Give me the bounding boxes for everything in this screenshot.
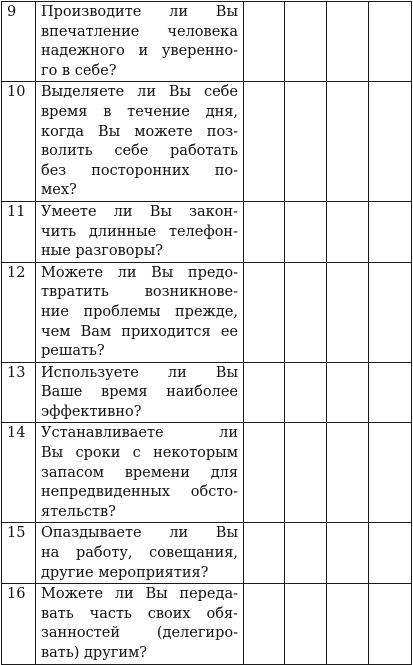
- answer-cell[interactable]: [327, 584, 369, 664]
- question-text-line: надежного и уверенно-: [41, 43, 238, 60]
- answer-cell[interactable]: [244, 262, 285, 362]
- question-text-line: решать?: [41, 343, 105, 360]
- question-text-line: Производите ли Вы: [41, 4, 238, 20]
- question-text-line: непредвиденных обсто-: [41, 484, 238, 501]
- question-text-line: волить себе работать: [41, 143, 238, 160]
- question-text: [36, 523, 244, 584]
- question-number: 12: [2, 262, 36, 362]
- question-text-line: когда Вы можете поз-: [41, 123, 238, 140]
- answer-cell[interactable]: [327, 262, 369, 362]
- answer-cell[interactable]: [327, 423, 369, 523]
- question-text-line: Можете ли Вы переда-: [41, 586, 238, 603]
- question-text-line: чем Вам приходится ее: [41, 323, 238, 340]
- question-row: [2, 523, 412, 584]
- question-text-line: Устанавливаете ли: [41, 425, 238, 442]
- question-number: 13: [2, 362, 36, 423]
- answer-cell[interactable]: [369, 201, 412, 262]
- question-text-line: занностей (делегиро-: [41, 625, 238, 642]
- question-text-line: вать) другим?: [41, 645, 148, 661]
- question-row: [2, 584, 412, 664]
- question-text-line: ятельств?: [41, 503, 116, 520]
- question-number: 16: [2, 584, 36, 664]
- answer-cell[interactable]: [327, 201, 369, 262]
- answer-cell[interactable]: [244, 82, 285, 202]
- answer-cell[interactable]: [369, 82, 412, 202]
- question-text-line: без посторонних по-: [41, 162, 238, 179]
- question-row: [2, 2, 412, 82]
- answer-cell[interactable]: [327, 2, 369, 82]
- answer-cell[interactable]: [285, 262, 327, 362]
- question-text-line: запасом времени для: [41, 464, 238, 481]
- answer-cell[interactable]: [369, 262, 412, 362]
- question-text: [36, 584, 244, 664]
- question-number: 10: [2, 82, 36, 202]
- question-text-line: твратить возникнове-: [41, 284, 238, 301]
- answer-cell[interactable]: [327, 82, 369, 202]
- answer-cell[interactable]: [244, 362, 285, 423]
- question-text: [36, 201, 244, 262]
- question-text: [36, 82, 244, 202]
- question-text-line: чить длинные телефон-: [41, 223, 238, 240]
- question-number: 14: [2, 423, 36, 523]
- answer-cell[interactable]: [285, 201, 327, 262]
- answer-cell[interactable]: [285, 82, 327, 202]
- question-row: [2, 423, 412, 523]
- question-text-line: Вы сроки с некоторым: [41, 445, 238, 462]
- answer-cell[interactable]: [327, 523, 369, 584]
- question-text-line: другие мероприятия?: [41, 564, 209, 581]
- question-row: [2, 201, 412, 262]
- question-text-line: эффективно?: [41, 403, 142, 420]
- question-text-line: мех?: [41, 182, 77, 199]
- question-text-line: Используете ли Вы: [41, 364, 238, 381]
- question-text-line: Опаздываете ли Вы: [41, 525, 238, 542]
- answer-cell[interactable]: [285, 584, 327, 664]
- answer-cell[interactable]: [244, 201, 285, 262]
- question-row: [2, 262, 412, 362]
- question-text: [36, 362, 244, 423]
- answer-cell[interactable]: [244, 423, 285, 523]
- questionnaire-rows: [2, 2, 412, 665]
- answer-cell[interactable]: [327, 362, 369, 423]
- question-text-line: ные разговоры?: [41, 243, 164, 260]
- answer-cell[interactable]: [244, 2, 285, 82]
- question-text-line: Ваше время наиболее: [41, 384, 238, 401]
- answer-cell[interactable]: [285, 362, 327, 423]
- question-number: 15: [2, 523, 36, 584]
- question-text: [36, 423, 244, 523]
- questionnaire-table: [1, 1, 412, 665]
- question-text-line: Можете ли Вы предо-: [41, 264, 238, 281]
- question-number: 11: [2, 201, 36, 262]
- question-text: [36, 2, 244, 82]
- question-row: [2, 82, 412, 202]
- answer-cell[interactable]: [369, 423, 412, 523]
- answer-cell[interactable]: [285, 2, 327, 82]
- question-text-line: вать часть своих обя-: [41, 605, 238, 622]
- answer-cell[interactable]: [285, 523, 327, 584]
- question-text-line: Выделяете ли Вы себе: [41, 84, 238, 101]
- question-text-line: время в течение дня,: [41, 103, 238, 120]
- question-row: [2, 362, 412, 423]
- answer-cell[interactable]: [369, 584, 412, 664]
- question-text-line: ние проблемы прежде,: [41, 303, 238, 320]
- answer-cell[interactable]: [369, 523, 412, 584]
- answer-cell[interactable]: [244, 523, 285, 584]
- question-text: [36, 262, 244, 362]
- question-text-line: Умеете ли Вы закон-: [41, 203, 238, 220]
- answer-cell[interactable]: [285, 423, 327, 523]
- question-number: 9: [2, 2, 36, 82]
- answer-cell[interactable]: [244, 584, 285, 664]
- question-text-line: впечатление человека: [41, 23, 238, 40]
- answer-cell[interactable]: [369, 362, 412, 423]
- question-text-line: на работу, совещания,: [41, 545, 238, 562]
- question-text-line: го в себе?: [41, 62, 117, 79]
- answer-cell[interactable]: [369, 2, 412, 82]
